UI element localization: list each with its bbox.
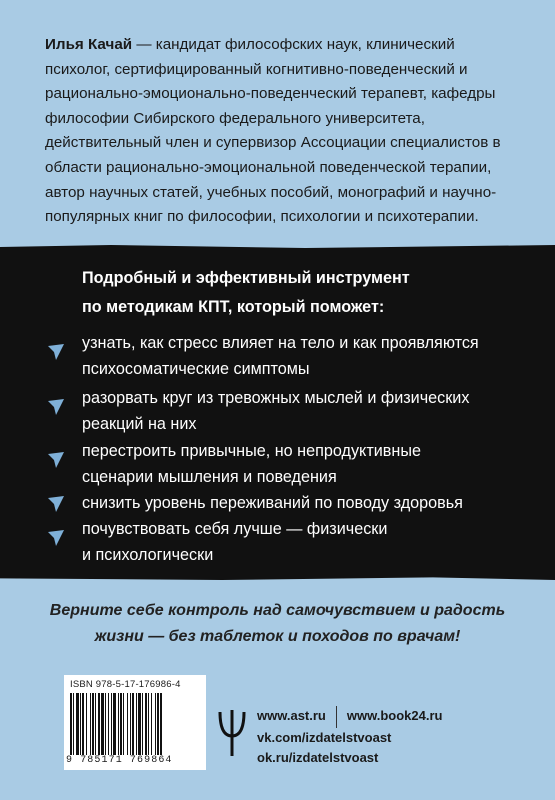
barcode-bar — [120, 693, 122, 755]
check-arrow-icon — [48, 452, 64, 468]
barcode-bar — [82, 693, 84, 755]
tagline-line1: Верните себе контроль над самочувствием и радость — [49, 602, 506, 619]
feature-line: почувствовать себя лучше — физически — [82, 520, 388, 538]
barcode-bar — [113, 693, 116, 755]
barcode-bar — [108, 693, 109, 755]
barcode-bar — [160, 693, 162, 755]
barcode-digits: 9 785171 769864 — [66, 755, 173, 766]
barcode-bar — [80, 693, 81, 755]
barcode-bars — [70, 693, 200, 755]
barcode-bar — [136, 693, 137, 755]
barcode-bar — [148, 693, 149, 755]
panel-heading-line1: Подробный и эффективный инструмент — [82, 269, 410, 287]
panel-heading-line2: по методикам КПТ, который поможет: — [82, 298, 385, 316]
barcode-bar — [127, 693, 128, 755]
panel-heading — [82, 264, 502, 322]
barcode-bar — [98, 693, 100, 755]
barcode-bar — [155, 693, 156, 755]
barcode-bar — [151, 693, 152, 755]
feature-line: психосоматические симптомы — [82, 360, 310, 378]
publisher-logo-icon — [217, 708, 247, 758]
barcode-bar — [132, 693, 134, 755]
feature-line: сценарии мышления и поведения — [82, 468, 337, 486]
link-ok[interactable]: ok.ru/izdatelstvoast — [257, 750, 379, 765]
barcode-bar — [92, 693, 94, 755]
barcode-bar — [76, 693, 79, 755]
barcode-bar — [138, 693, 141, 755]
barcode-bar — [157, 693, 159, 755]
links-divider — [336, 706, 337, 728]
barcode-bar — [73, 693, 74, 755]
author-name: Илья Качай — [45, 36, 133, 53]
check-arrow-icon — [48, 344, 64, 360]
check-arrow-icon — [48, 496, 64, 512]
feature-line: разорвать круг из тревожных мыслей и физических — [82, 389, 470, 407]
barcode-bar — [86, 693, 87, 755]
barcode-bar — [142, 693, 143, 755]
barcode-bar — [105, 693, 106, 755]
barcode-bar — [130, 693, 131, 755]
barcode-bar — [101, 693, 104, 755]
tagline — [30, 598, 525, 650]
author-bio-text: — кандидат философских наук, клинический психолог, сертифицированный когнитивно-поведенческий и рационально-эмоционально-поведенческий терапевт, кафедры философии Сибирского федерального университета, действительный член и супервизор Ассоциации специалистов в области рационально-эмоциональной поведенческой терапии, автор научных статей, учебных пособий, монографий и научно-популярных книг по философии, психологии и психотерапии. — [45, 36, 501, 226]
barcode-bar — [123, 693, 124, 755]
barcode-bar — [118, 693, 119, 755]
barcode-bar — [70, 693, 72, 755]
link-vk[interactable]: vk.com/izdatelstvoast — [257, 730, 392, 745]
barcode-bar — [111, 693, 112, 755]
check-arrow-icon — [48, 399, 64, 415]
author-bio — [45, 33, 515, 230]
publisher-links — [257, 706, 442, 768]
feature-line: реакций на них — [82, 415, 197, 433]
feature-line: и психологически — [82, 546, 214, 564]
isbn-label: ISBN 978-5-17-176986-4 — [70, 679, 181, 690]
check-arrow-icon — [48, 530, 64, 546]
link-book24[interactable]: www.book24.ru — [346, 708, 443, 724]
barcode — [64, 675, 206, 770]
barcode-bar — [90, 693, 91, 755]
barcode-bar — [95, 693, 96, 755]
feature-line: перестроить привычные, но непродуктивные — [82, 442, 421, 460]
feature-line: снизить уровень переживаний по поводу здоровья — [82, 494, 463, 512]
barcode-bar — [145, 693, 147, 755]
link-ast[interactable]: www.ast.ru — [257, 708, 326, 724]
feature-line: узнать, как стресс влияет на тело и как проявляются — [82, 334, 479, 352]
tagline-line2: жизни — без таблеток и походов по врачам! — [94, 628, 461, 645]
